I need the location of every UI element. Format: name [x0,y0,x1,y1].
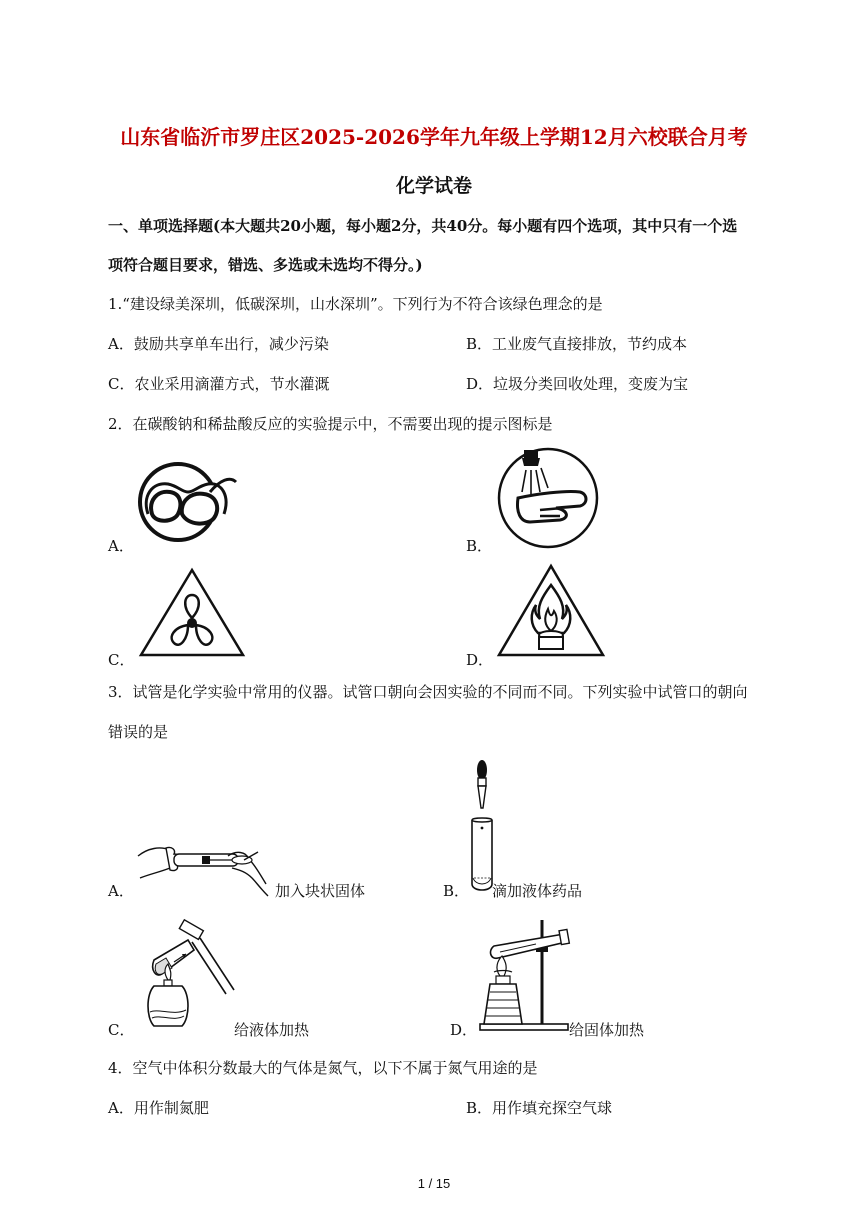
question-3-option-d: D． [450,1021,478,1039]
question-3-option-a: A． [108,882,134,900]
question-4-stem: 4．空气中体积分数最大的气体是氮气，以下不属于氮气用途的是 [108,1059,538,1077]
exam-subtitle: 化学试卷 [395,175,472,197]
flame-warning-icon [496,563,606,659]
question-3-stem-line2: 错误的是 [108,723,169,741]
question-3-option-a-caption: 加入块状固体 [275,882,366,900]
question-3-option-c-caption: 给液体加热 [234,1021,310,1039]
goggles-icon [138,456,238,548]
question-2-option-d: D． [466,651,494,669]
question-2-option-b: B． [466,537,493,555]
heat-liquid-illustration [130,918,240,1034]
question-3-option-c: C． [108,1021,135,1039]
question-2-option-c: C． [108,651,135,669]
question-3-option-b-caption: 滴加液体药品 [492,882,583,900]
question-3-option-d-caption: 给固体加热 [569,1021,645,1039]
heat-solid-illustration [476,916,572,1034]
question-4-option-b: B．用作填充探空气球 [466,1099,613,1117]
question-1-option-c: C．农业采用滴灌方式，节水灌溉 [108,375,330,393]
page-number: 1 / 15 [417,1176,451,1191]
question-3-option-b: B． [443,882,470,900]
question-1-option-d: D．垃圾分类回收处理，变废为宝 [466,375,689,393]
ventilation-fan-icon [138,567,246,659]
question-1-option-b: B．工业废气直接排放，节约成本 [466,335,688,353]
add-solid-illustration [136,838,272,898]
question-2-stem: 2．在碳酸钠和稀盐酸反应的实验提示中，不需要出现的提示图标是 [108,415,553,433]
question-1-option-a: A．鼓励共享单车出行，减少污染 [108,335,329,353]
question-3-stem-line1: 3．试管是化学实验中常用的仪器。试管口朝向会因实验的不同而不同。下列实验中试管口的朝向 [108,683,748,701]
dropper-illustration [462,758,502,898]
exam-title: 山东省临沂市罗庄区2025-2026学年九年级上学期12月六校联合月考 [120,125,748,149]
section-heading-line2: 项符合题目要求，错选、多选或未选均不得分。) [108,256,423,274]
wash-hands-icon [496,446,600,550]
section-heading-line1: 一、单项选择题(本大题共20小题，每小题2分，共40分。每小题有四个选项，其中只有一个选 [108,217,738,235]
question-2-option-a: A． [108,537,134,555]
question-4-option-a: A．用作制氮肥 [108,1099,209,1117]
question-1-stem: 1.“建设绿美深圳，低碳深圳，山水深圳”。下列行为不符合该绿色理念的是 [108,295,603,313]
